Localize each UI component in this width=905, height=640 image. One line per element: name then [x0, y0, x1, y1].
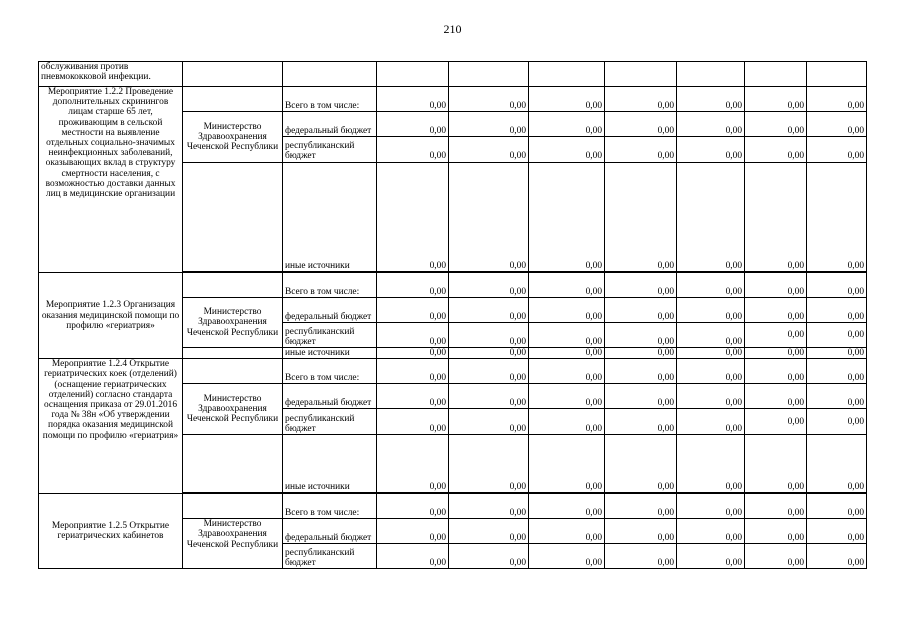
value-cell: 0,00 [449, 323, 529, 348]
value-cell: 0,00 [529, 87, 605, 112]
value-cell: 0,00 [605, 409, 677, 435]
table-row [39, 359, 867, 384]
value-cell: 0,00 [745, 348, 807, 359]
value-cell: 0,00 [377, 435, 449, 493]
budget-table [38, 61, 867, 569]
executor-cell [183, 348, 283, 359]
value-cell: 0,00 [677, 409, 745, 435]
value-cell: 0,00 [377, 273, 449, 298]
value-cell: 0,00 [605, 544, 677, 569]
value-cell: 0,00 [745, 163, 807, 272]
source-label: республиканский бюджет [283, 136, 377, 161]
value-cell: 0,00 [677, 384, 745, 409]
source-cell: федеральный бюджет [283, 384, 377, 409]
value-cell: 0,00 [529, 409, 605, 435]
table-row [39, 273, 867, 298]
value-cell: 0,00 [807, 163, 867, 272]
value-cell: 0,00 [377, 409, 449, 435]
value-cell: 0,00 0,00 [745, 112, 807, 163]
value-cell: 0,00 [449, 494, 529, 519]
source-cell: федеральный бюджет [283, 519, 377, 544]
value-cell: 0,00 [745, 494, 807, 519]
value-cell: 0,00 [449, 409, 529, 435]
value-cell: 0,00 [605, 323, 677, 348]
value-cell: 0,00 [605, 348, 677, 359]
value-cell: 0,00 [677, 519, 745, 544]
value-cell: 0,00 [745, 544, 807, 569]
value-cell: 0,00 [745, 273, 807, 298]
value-cell: 0,00 [377, 298, 449, 323]
value-cell: 0,00 [449, 273, 529, 298]
value-cell: 0,00 0,00 [605, 112, 677, 163]
value-cell: 0,00 [529, 494, 605, 519]
source-label: федеральный бюджет [285, 125, 372, 136]
source-cell: иные источники [283, 163, 377, 272]
source-cell: Всего в том числе: [283, 273, 377, 298]
source-cell [283, 112, 377, 163]
value-cell: 0,00 [449, 87, 529, 112]
value-cell: 0,00 [745, 359, 807, 384]
value-cell: 0,00 [745, 323, 807, 348]
value-cell: 0,00 [605, 494, 677, 519]
value-cell: 0,00 [605, 298, 677, 323]
source-cell: Всего в том числе: [283, 359, 377, 384]
value-cell: 0,00 [377, 348, 449, 359]
value-cell: 0,00 [807, 384, 867, 409]
value-cell: 0,00 [745, 435, 807, 493]
value-cell: 0,00 [807, 273, 867, 298]
value-cell: 0,00 [807, 409, 867, 435]
value-cell [529, 62, 605, 87]
value-cell: 0,00 [377, 359, 449, 384]
measure-cell: Мероприятие 1.2.4 Открытие гериатрических коек (отделений) (оснащение гериатрических отделений) согласно стандарта оснащения приказа от 29.01.2016 года № 38н «Об утверждении порядка оказания медицинской помощи по профилю «гериатрия» [39, 359, 183, 494]
value-cell: 0,00 [745, 298, 807, 323]
value-cell: 0,00 [807, 519, 867, 544]
value-cell: 0,00 [677, 163, 745, 272]
value-cell: 0,00 [605, 519, 677, 544]
value-cell: 0,00 [449, 348, 529, 359]
value-cell: 0,00 [529, 323, 605, 348]
value-cell: 0,00 [677, 435, 745, 493]
measure-cell: Мероприятие 1.2.5 Открытие гериатрических кабинетов [39, 494, 183, 569]
executor-cell [183, 359, 283, 384]
value-cell: 0,00 [529, 435, 605, 493]
value-cell: 0,00 [449, 544, 529, 569]
executor-cell [183, 87, 283, 112]
value-cell: 0,00 0,00 [529, 112, 605, 163]
value-cell: 0,00 [807, 298, 867, 323]
value-cell [605, 62, 677, 87]
value-cell: 0,00 [449, 435, 529, 493]
value-cell: 0,00 [745, 409, 807, 435]
value-cell: 0,00 [377, 163, 449, 272]
executor-cell [183, 163, 283, 272]
value-cell: 0,00 0,00 [377, 112, 449, 163]
value-cell: 0,00 [449, 384, 529, 409]
value-cell: 0,00 [377, 519, 449, 544]
source-cell: иные источники [283, 435, 377, 493]
executor-cell [183, 494, 283, 519]
source-cell: республиканский бюджет [283, 409, 377, 435]
measure-cell: обслуживания против пневмококковой инфекции. [39, 62, 183, 87]
value-cell: 0,00 [677, 323, 745, 348]
value-cell: 0,00 [677, 544, 745, 569]
executor-cell: Министерство Здравоохранения Чеченской Республики [183, 112, 283, 163]
value-cell: 0,00 [529, 384, 605, 409]
executor-cell [183, 435, 283, 493]
value-cell: 0,00 [807, 323, 867, 348]
value-cell: 0,00 0,00 [449, 112, 529, 163]
value-cell [745, 62, 807, 87]
value-cell: 0,00 [677, 348, 745, 359]
value-cell: 0,00 [529, 273, 605, 298]
value-cell: 0,00 [677, 494, 745, 519]
value-cell: 0,00 [807, 359, 867, 384]
value-cell: 0,00 [807, 494, 867, 519]
value-cell [807, 62, 867, 87]
value-cell: 0,00 [807, 348, 867, 359]
value-cell: 0,00 [807, 544, 867, 569]
value-cell: 0,00 [745, 87, 807, 112]
value-cell: 0,00 [449, 359, 529, 384]
value-cell: 0,00 [605, 163, 677, 272]
value-cell: 0,00 0,00 [677, 112, 745, 163]
value-cell: 0,00 [605, 384, 677, 409]
value-cell: 0,00 [377, 494, 449, 519]
source-cell: федеральный бюджет [283, 298, 377, 323]
value-cell: 0,00 [677, 87, 745, 112]
value-cell [377, 62, 449, 87]
value-cell: 0,00 [449, 298, 529, 323]
measure-cell: Мероприятие 1.2.2 Проведение дополнительных скринингов лицам старше 65 лет, проживающим в сельской местности на выявление отдельных социально-значимых неинфекционных заболеваний, оказывающих вклад в структуру смертности населения, с возможностью доставки данных лиц в медицинские организации [39, 87, 183, 273]
measure-cell: Мероприятие 1.2.3 Организация оказания медицинской помощи по профилю «гериатрия» [39, 273, 183, 359]
value-cell: 0,00 [529, 298, 605, 323]
executor-cell [183, 62, 283, 87]
value-cell: 0,00 [529, 163, 605, 272]
value-cell: 0,00 [529, 359, 605, 384]
value-cell: 0,00 [677, 298, 745, 323]
value-cell: 0,00 [807, 87, 867, 112]
value-cell: 0,00 [529, 519, 605, 544]
value-cell: 0,00 [605, 87, 677, 112]
executor-cell [183, 273, 283, 298]
value-cell: 0,00 [377, 544, 449, 569]
value-cell: 0,00 [529, 544, 605, 569]
source-cell: Всего в том числе: [283, 87, 377, 112]
source-cell: республиканский бюджет [283, 323, 377, 348]
source-cell: Всего в том числе: [283, 494, 377, 519]
value-cell: 0,00 [677, 359, 745, 384]
value-cell: 0,00 [605, 273, 677, 298]
value-cell: 0,00 [745, 384, 807, 409]
value-cell: 0,00 [449, 519, 529, 544]
value-cell: 0,00 [605, 435, 677, 493]
executor-cell: Министерство Здравоохранения Чеченской Республики [183, 384, 283, 435]
value-cell: 0,00 [605, 359, 677, 384]
value-cell: 0,00 [377, 323, 449, 348]
table-row [39, 62, 867, 87]
value-cell: 0,00 [807, 435, 867, 493]
table-row [39, 494, 867, 519]
source-cell: иные источники [283, 348, 377, 359]
value-cell: 0,00 [377, 384, 449, 409]
value-cell: 0,00 [449, 163, 529, 272]
value-cell [449, 62, 529, 87]
executor-cell: Министерство Здравоохранения Чеченской Республики [183, 298, 283, 348]
value-cell: 0,00 [529, 348, 605, 359]
source-cell: республиканский бюджет [283, 544, 377, 569]
value-cell: 0,00 0,00 [807, 112, 867, 163]
page-number: 210 [443, 22, 462, 36]
value-cell: 0,00 [745, 519, 807, 544]
executor-cell: Министерство Здравоохранения Чеченской Республики [183, 519, 283, 569]
value-cell: 0,00 [377, 87, 449, 112]
value-cell: 0,00 [677, 273, 745, 298]
source-cell [283, 62, 377, 87]
value-cell [677, 62, 745, 87]
table-row [39, 87, 867, 112]
